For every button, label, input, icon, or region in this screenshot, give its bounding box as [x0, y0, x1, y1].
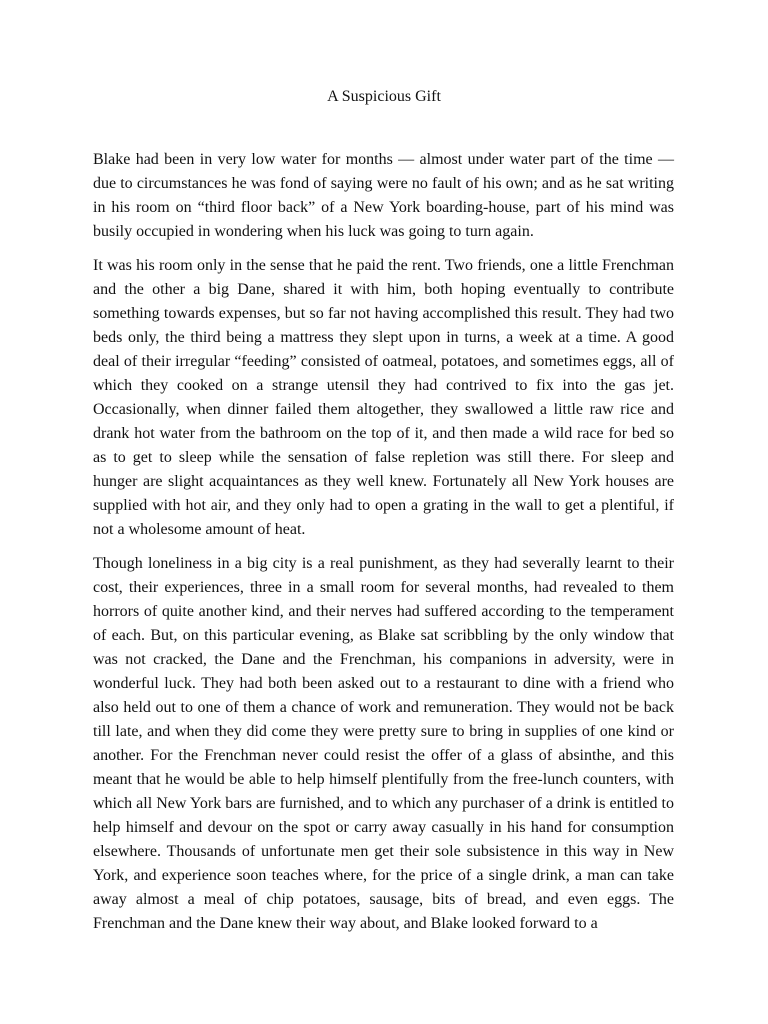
- paragraph-3: Though loneliness in a big city is a real punishment, as they had severally learnt to their cost, their experiences, three in a small room for several months, had revealed to them horrors of quite another kind, and their nerves had suffered according to the temperament of each. But, on this particular evening, as Blake sat scribbling by the only window that was not cracked, the Dane and the Frenchman, his companions in adversity, were in wonderful luck. They had both been asked out to a restaurant to dine with a friend who also held out to one of them a chance of work and remuneration. They would not be back till late, and when they did come they were pretty sure to bring in supplies of one kind or another. For the Frenchman never could resist the offer of a glass of absinthe, and this meant that he would be able to help himself plentifully from the free-lunch counters, with which all New York bars are furnished, and to which any purchaser of a drink is entitled to help himself and devour on the spot or carry away casually in his hand for consumption elsewhere. Thousands of unfortunate men get their sole subsistence in this way in New York, and experience soon teaches where, for the price of a single drink, a man can take away almost a meal of chip potatoes, sausage, bits of bread, and even eggs. The Frenchman and the Dane knew their way about, and Blake looked forward to a: [93, 555, 674, 932]
- paragraph-2: It was his room only in the sense that he paid the rent. Two friends, one a little Frenchman and the other a big Dane, shared it with him, both hoping eventually to contribute something towards expenses, but so far not having accomplished this result. They had two beds only, the third being a mattress they slept upon in turns, a week at a time. A good deal of their irregular “feeding” consisted of oatmeal, potatoes, and sometimes eggs, all of which they cooked on a strange utensil they had contrived to fix into the gas jet. Occasionally, when dinner failed them altogether, they swallowed a little raw rice and drank hot water from the bathroom on the top of it, and then made a wild race for bed so as to get to sleep while the sensation of false repletion was still there. For sleep and hunger are slight acquaintances as they well knew. Fortunately all New York houses are supplied with hot air, and they only had to open a grating in the wall to get a plentiful, if not a wholesome amount of heat.: [93, 257, 674, 538]
- page-title: A Suspicious Gift: [327, 88, 441, 105]
- body-text: [93, 148, 674, 946]
- paragraph-1: Blake had been in very low water for months — almost under water part of the time — due to circumstances he was fond of saying were no fault of his own; and as he sat writing in his room on “third floor back” of a New York boarding-house, part of his mind was busily occupied in wondering when his luck was going to turn again.: [93, 151, 674, 240]
